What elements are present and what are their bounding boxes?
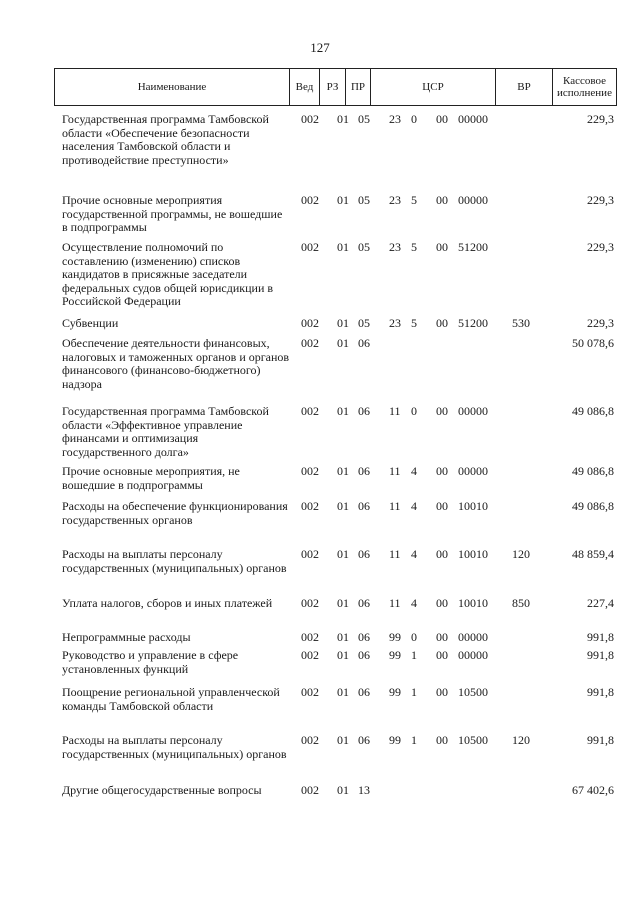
row-sum: 229,3 — [587, 112, 614, 126]
row-ved: 002 — [301, 336, 319, 350]
row-ved: 002 — [301, 685, 319, 699]
row-pr: 06 — [358, 685, 370, 699]
row-sum: 49 086,8 — [572, 499, 614, 513]
row-csr-program: 23 — [389, 112, 401, 126]
row-csr-subprogram: 1 — [411, 733, 417, 747]
row-pr: 06 — [358, 596, 370, 610]
row-name: Субвенции — [62, 316, 119, 330]
row-rz: 01 — [337, 596, 349, 610]
row-csr-event: 00 — [436, 404, 448, 418]
row-csr-subprogram: 5 — [411, 193, 417, 207]
row-ved: 002 — [301, 547, 319, 561]
row-name: Прочие основные мероприятия государственной программы, не вошедшие в подпрограммы — [62, 193, 283, 234]
row-rz: 01 — [337, 630, 349, 644]
header-name: Наименование — [55, 69, 290, 105]
row-name: Расходы на обеспечение функционирования государственных органов — [62, 499, 288, 527]
row-ved: 002 — [301, 596, 319, 610]
row-name: Осуществление полномочий по составлению (изменению) списков кандидатов в присяжные заседатели федеральных судов общей юрисдикции в Российской Федерации — [62, 240, 274, 308]
row-ved: 002 — [301, 404, 319, 418]
row-csr-program: 23 — [389, 193, 401, 207]
row-ved: 002 — [301, 193, 319, 207]
row-csr-subprogram: 4 — [411, 464, 417, 478]
row-csr-program: 23 — [389, 316, 401, 330]
row-vr: 530 — [512, 316, 530, 330]
row-sum: 49 086,8 — [572, 464, 614, 478]
row-csr-event: 00 — [436, 547, 448, 561]
row-name: Расходы на выплаты персоналу государственных (муниципальных) органов — [62, 733, 287, 761]
row-name: Государственная программа Тамбовской области «Обеспечение безопасности населения Тамбовской области и противодействие преступности» — [62, 112, 269, 167]
row-sum: 991,8 — [587, 685, 614, 699]
row-pr: 06 — [358, 630, 370, 644]
header-csr: ЦСР — [371, 69, 496, 105]
row-csr-event: 00 — [436, 499, 448, 513]
row-csr-program: 99 — [389, 733, 401, 747]
row-csr-event: 00 — [436, 596, 448, 610]
row-pr: 06 — [358, 547, 370, 561]
row-csr-event: 00 — [436, 733, 448, 747]
row-pr: 05 — [358, 193, 370, 207]
row-sum: 229,3 — [587, 316, 614, 330]
row-csr-subprogram: 1 — [411, 685, 417, 699]
row-pr: 06 — [358, 499, 370, 513]
row-pr: 05 — [358, 112, 370, 126]
row-csr-event: 00 — [436, 316, 448, 330]
row-sum: 229,3 — [587, 193, 614, 207]
row-rz: 01 — [337, 240, 349, 254]
row-name: Расходы на выплаты персоналу государственных (муниципальных) органов — [62, 547, 287, 575]
row-rz: 01 — [337, 685, 349, 699]
row-rz: 01 — [337, 733, 349, 747]
row-csr-program: 99 — [389, 630, 401, 644]
row-vr: 120 — [512, 547, 530, 561]
row-csr-direction: 10500 — [458, 733, 488, 747]
row-name: Непрограммные расходы — [62, 630, 191, 644]
row-sum: 991,8 — [587, 648, 614, 662]
row-vr: 850 — [512, 596, 530, 610]
row-ved: 002 — [301, 733, 319, 747]
row-name: Обеспечение деятельности финансовых, налоговых и таможенных органов и органов финансового (финансово-бюджетного) надзора — [62, 336, 290, 391]
header-rz: РЗ — [320, 69, 346, 105]
row-rz: 01 — [337, 336, 349, 350]
row-csr-subprogram: 4 — [411, 499, 417, 513]
row-csr-direction: 10500 — [458, 685, 488, 699]
row-sum: 67 402,6 — [572, 783, 614, 797]
row-rz: 01 — [337, 783, 349, 797]
row-csr-direction: 00000 — [458, 112, 488, 126]
row-csr-direction: 00000 — [458, 193, 488, 207]
row-csr-event: 00 — [436, 112, 448, 126]
row-pr: 13 — [358, 783, 370, 797]
row-rz: 01 — [337, 316, 349, 330]
row-csr-subprogram: 1 — [411, 648, 417, 662]
row-rz: 01 — [337, 648, 349, 662]
row-csr-program: 11 — [389, 404, 401, 418]
row-csr-subprogram: 5 — [411, 240, 417, 254]
row-csr-subprogram: 0 — [411, 404, 417, 418]
header-sum: Кассовое исполнение — [557, 75, 612, 99]
row-ved: 002 — [301, 783, 319, 797]
row-csr-event: 00 — [436, 240, 448, 254]
row-rz: 01 — [337, 499, 349, 513]
row-pr: 06 — [358, 336, 370, 350]
row-pr: 06 — [358, 464, 370, 478]
row-csr-subprogram: 4 — [411, 596, 417, 610]
row-csr-program: 11 — [389, 596, 401, 610]
row-csr-direction: 10010 — [458, 547, 488, 561]
row-sum: 991,8 — [587, 733, 614, 747]
row-rz: 01 — [337, 193, 349, 207]
row-ved: 002 — [301, 112, 319, 126]
row-csr-direction: 00000 — [458, 648, 488, 662]
row-name: Прочие основные мероприятия, не вошедшие в подпрограммы — [62, 464, 240, 492]
row-name: Руководство и управление в сфере установленных функций — [62, 648, 239, 676]
row-pr: 06 — [358, 404, 370, 418]
row-name: Уплата налогов, сборов и иных платежей — [62, 596, 273, 610]
row-csr-program: 11 — [389, 499, 401, 513]
row-ved: 002 — [301, 316, 319, 330]
row-pr: 05 — [358, 240, 370, 254]
row-csr-direction: 00000 — [458, 404, 488, 418]
page-number: 127 — [310, 40, 330, 55]
row-rz: 01 — [337, 464, 349, 478]
row-pr: 06 — [358, 733, 370, 747]
row-csr-direction: 51200 — [458, 240, 488, 254]
row-csr-direction: 51200 — [458, 316, 488, 330]
row-name: Другие общегосударственные вопросы — [62, 783, 262, 797]
row-csr-subprogram: 0 — [411, 630, 417, 644]
row-name: Поощрение региональной управленческой команды Тамбовской области — [62, 685, 280, 713]
row-sum: 227,4 — [587, 596, 614, 610]
row-rz: 01 — [337, 547, 349, 561]
row-csr-program: 99 — [389, 685, 401, 699]
row-rz: 01 — [337, 112, 349, 126]
row-csr-event: 00 — [436, 685, 448, 699]
header-ved: Вед — [290, 69, 320, 105]
row-csr-subprogram: 4 — [411, 547, 417, 561]
row-ved: 002 — [301, 464, 319, 478]
row-ved: 002 — [301, 240, 319, 254]
row-ved: 002 — [301, 648, 319, 662]
row-csr-program: 99 — [389, 648, 401, 662]
row-vr: 120 — [512, 733, 530, 747]
row-csr-direction: 10010 — [458, 499, 488, 513]
row-pr: 05 — [358, 316, 370, 330]
row-ved: 002 — [301, 630, 319, 644]
row-csr-direction: 00000 — [458, 630, 488, 644]
row-pr: 06 — [358, 648, 370, 662]
row-sum: 49 086,8 — [572, 404, 614, 418]
row-ved: 002 — [301, 499, 319, 513]
row-sum: 50 078,6 — [572, 336, 614, 350]
header-vr: ВР — [496, 69, 553, 105]
row-csr-subprogram: 5 — [411, 316, 417, 330]
row-sum: 229,3 — [587, 240, 614, 254]
row-csr-subprogram: 0 — [411, 112, 417, 126]
row-csr-program: 23 — [389, 240, 401, 254]
row-csr-event: 00 — [436, 648, 448, 662]
row-name: Государственная программа Тамбовской области «Эффективное управление финансами и оптимизация государственного долга» — [62, 404, 269, 459]
row-csr-direction: 00000 — [458, 464, 488, 478]
row-sum: 991,8 — [587, 630, 614, 644]
row-csr-event: 00 — [436, 193, 448, 207]
row-csr-program: 11 — [389, 547, 401, 561]
row-csr-event: 00 — [436, 630, 448, 644]
row-csr-program: 11 — [389, 464, 401, 478]
row-rz: 01 — [337, 404, 349, 418]
row-csr-event: 00 — [436, 464, 448, 478]
header-pr: ПР — [346, 69, 371, 105]
row-sum: 48 859,4 — [572, 547, 614, 561]
row-csr-direction: 10010 — [458, 596, 488, 610]
